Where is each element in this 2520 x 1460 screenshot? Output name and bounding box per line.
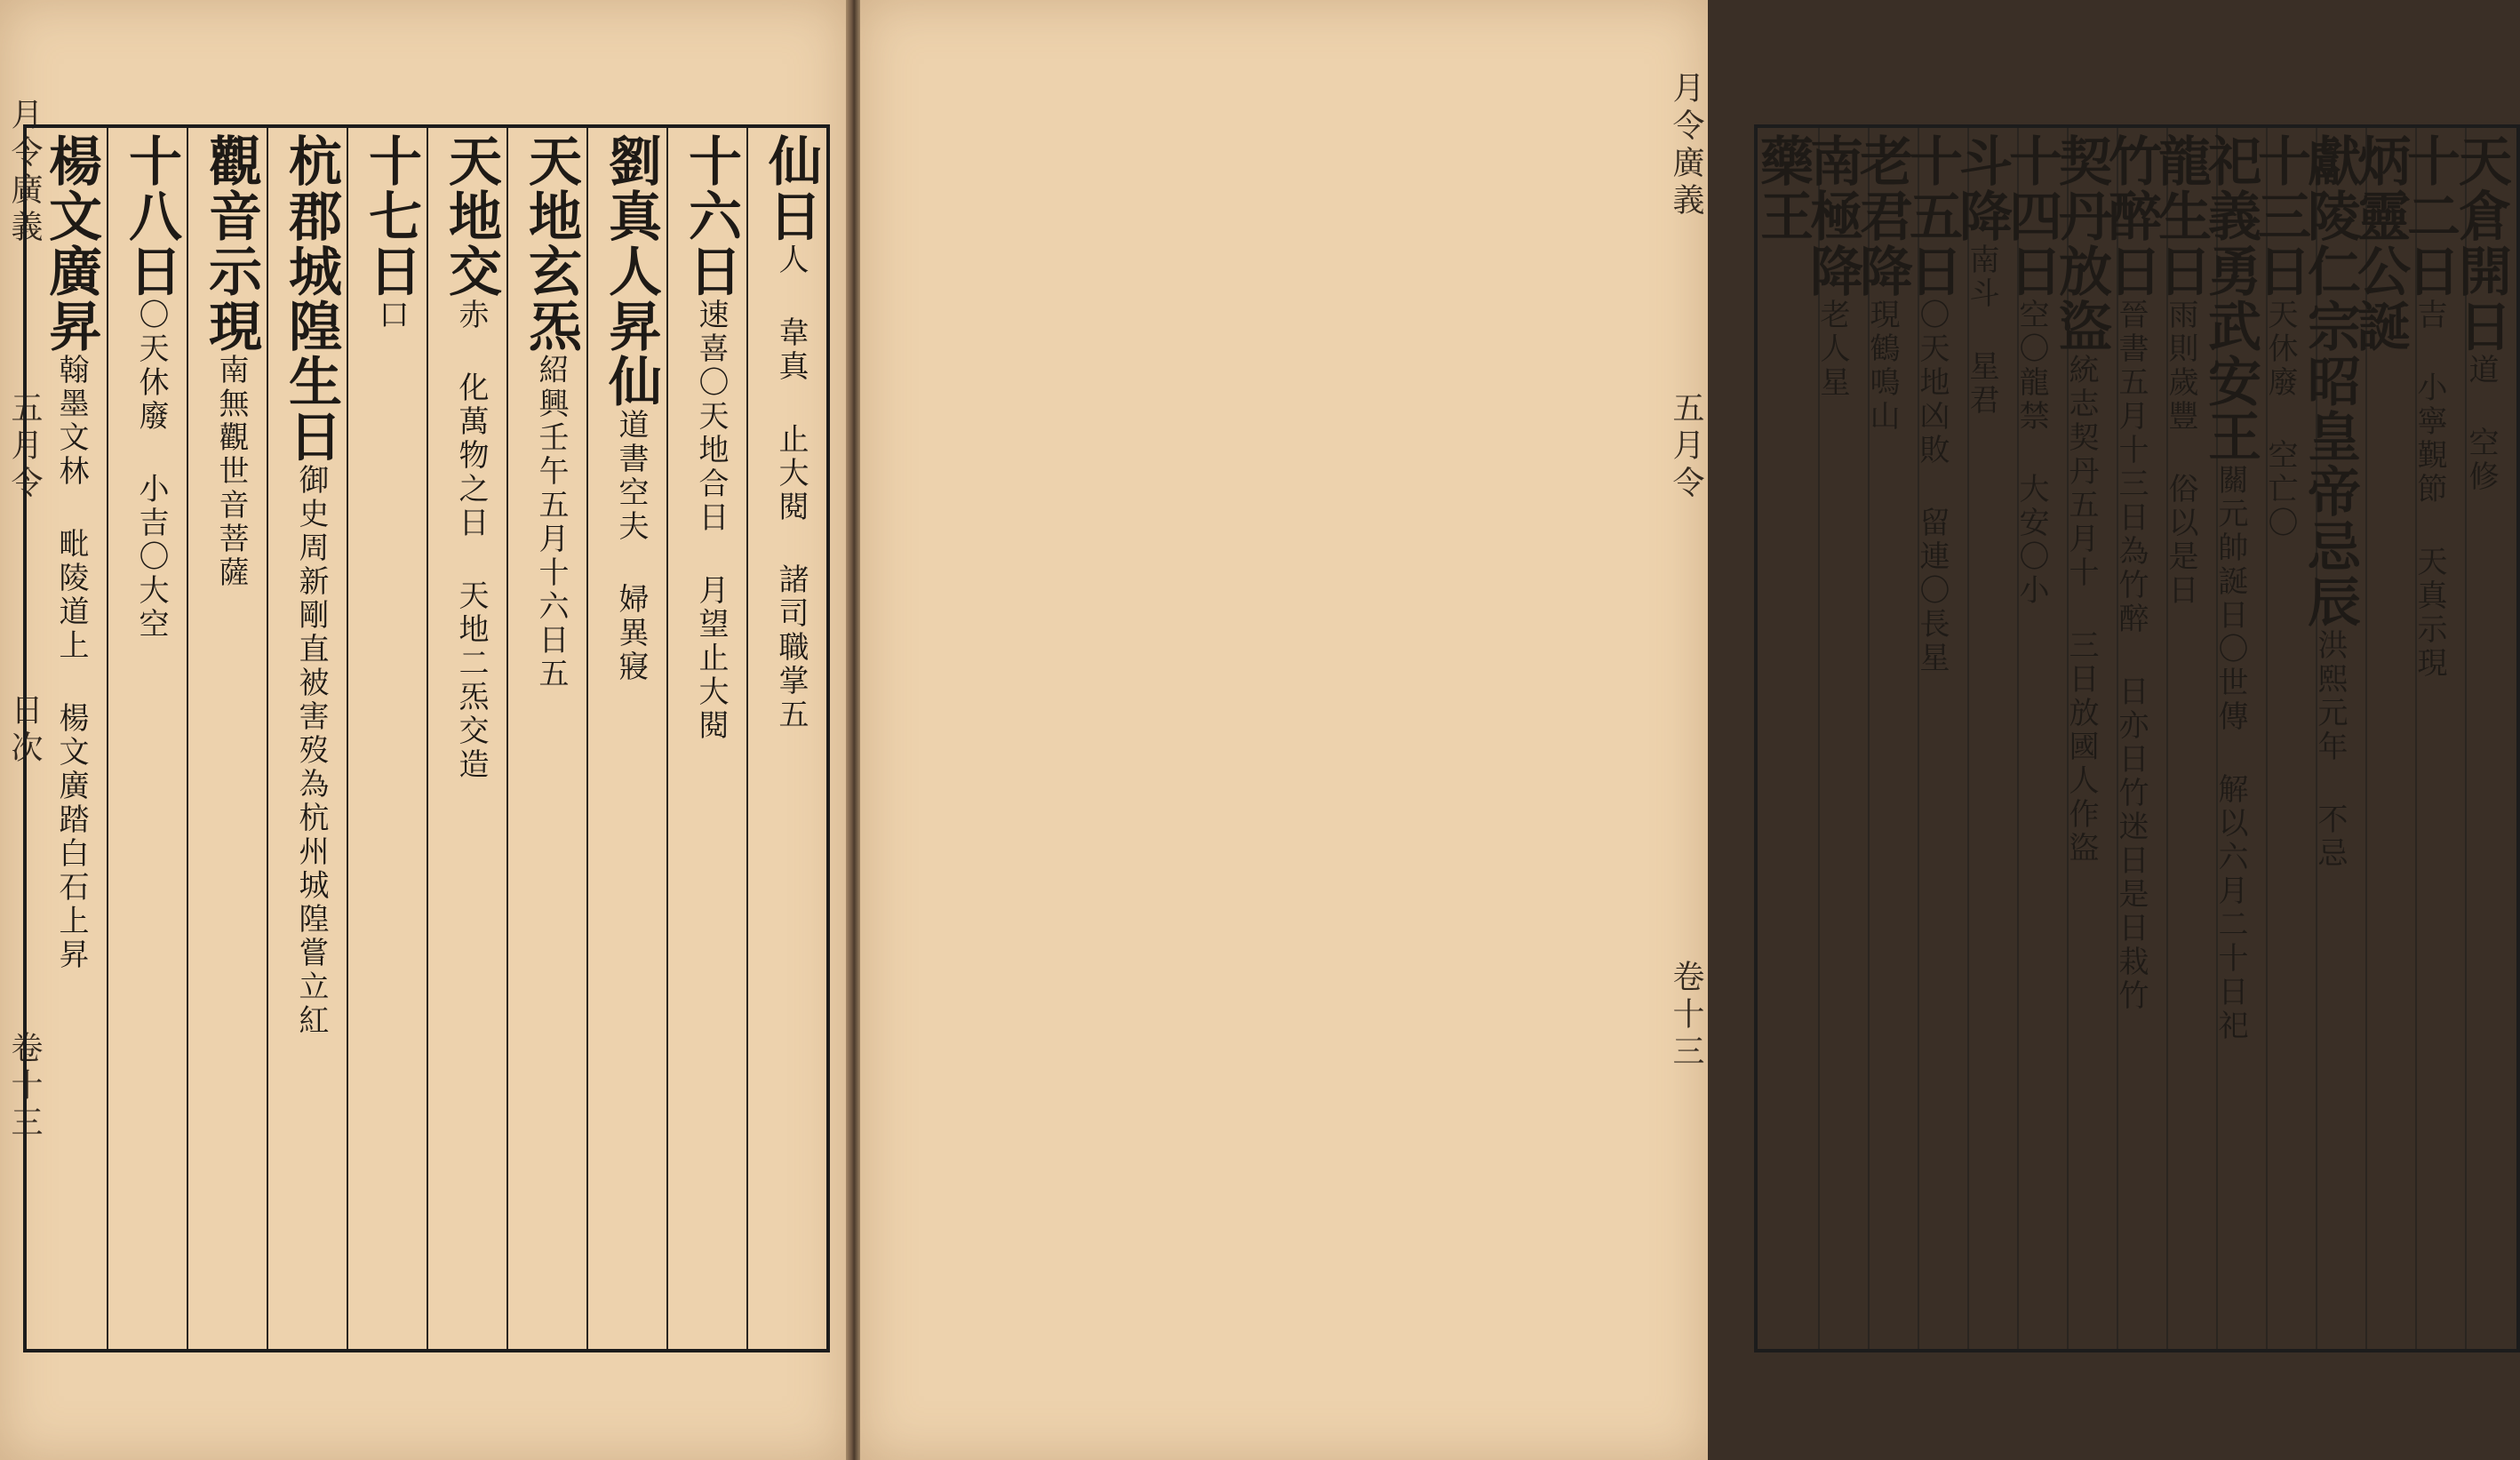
margin-folio: 卷十三	[1668, 960, 1704, 1072]
column-note-text: 洪熙元年 不忌	[2312, 629, 2348, 871]
text-column	[27, 128, 107, 1349]
right-page	[860, 0, 2512, 1460]
text-column	[506, 128, 586, 1349]
column-main-text: 契丹放盜	[2050, 133, 2112, 354]
column-note-text: 南無觀世音菩薩	[213, 354, 249, 590]
margin-subtitle: 五月令	[1668, 391, 1704, 503]
column-main-text: 劉真人昇仙	[600, 133, 662, 409]
column-main-text: 竹醉日	[2100, 133, 2162, 299]
column-note-text: 現鶴鳴山	[1864, 299, 1900, 434]
column-note-text: 道書空夫 婦異寢	[613, 409, 649, 684]
column-note-text: 赤 化萬物之日 天地二炁交造	[453, 299, 489, 782]
column-main-text: 祀義勇武安王	[2199, 133, 2261, 464]
text-column	[2249, 128, 2316, 1349]
left-page	[0, 0, 846, 1460]
column-note-text: 〇天休廢 小吉〇大空	[133, 299, 169, 642]
column-note-text: 空〇龍禁 大安〇小	[2014, 299, 2049, 608]
column-main-text: 十四日	[2000, 133, 2062, 299]
text-column	[1851, 128, 1918, 1349]
text-column	[107, 128, 187, 1349]
text-column	[1751, 128, 1818, 1349]
left-text-frame	[23, 124, 830, 1352]
text-column	[2000, 128, 2067, 1349]
text-column	[2450, 128, 2516, 1349]
right-text-frame	[1751, 124, 2520, 1352]
column-note-text: 翰墨文林 毗陵道上 楊文廣踏白石上昇	[53, 354, 89, 972]
text-column	[2199, 128, 2266, 1349]
text-column	[666, 128, 746, 1349]
column-note-text: 口	[373, 299, 409, 332]
column-main-text: 藥王	[1751, 133, 1814, 243]
text-column	[2050, 128, 2117, 1349]
text-column	[1950, 128, 2017, 1349]
column-note-text: 速喜〇天地合日 月望止大閱	[693, 299, 729, 743]
column-main-text: 仙日	[760, 133, 822, 243]
column-note-text: 統志契丹五月十 三日放國人作盜	[2063, 354, 2099, 866]
text-column	[427, 128, 506, 1349]
column-note-text: 老人星	[1814, 299, 1850, 400]
column-main-text: 南極降	[1801, 133, 1863, 299]
column-note-text: 〇天地凶敗 留連〇長星	[1914, 299, 1950, 675]
column-main-text: 十三日	[2249, 133, 2311, 299]
column-main-text: 天倉開日	[2450, 133, 2512, 354]
margin-title: 月令廣義	[1668, 71, 1704, 220]
column-note-text: 關元帥誕日〇世傳 解以六月二十日祀	[2213, 464, 2248, 1043]
margin-title: 月令廣義	[6, 98, 43, 247]
margin-folio: 卷十三	[6, 1031, 43, 1143]
text-column	[586, 128, 666, 1349]
column-note-text: 雨則歲豐 俗以是日	[2163, 299, 2198, 608]
column-main-text: 杭郡城隍生日	[280, 133, 342, 464]
column-note-text: 人 韋真 止大閱 諸司職掌五	[773, 243, 809, 732]
column-main-text: 十六日	[680, 133, 742, 299]
text-column	[2299, 128, 2365, 1349]
text-column	[267, 128, 347, 1349]
column-main-text: 十五日	[1901, 133, 1963, 299]
column-note-text: 天休廢 空亡〇	[2262, 299, 2298, 540]
column-main-text: 十八日	[120, 133, 182, 299]
column-note-text: 南斗 星君	[1964, 243, 1999, 418]
text-column	[1801, 128, 1868, 1349]
right-margin-folio	[1663, 960, 1709, 1072]
text-column	[2100, 128, 2166, 1349]
column-note-text: 道 空修	[2463, 354, 2499, 494]
column-note-text: 御史周新剛直被害歿為杭州城隍嘗立紅	[293, 464, 329, 1038]
column-main-text: 獻陵仁宗昭皇帝忌辰	[2299, 133, 2361, 629]
margin-section: 日次	[6, 693, 43, 768]
column-main-text: 楊文廣昇	[40, 133, 102, 354]
text-column	[2149, 128, 2216, 1349]
column-main-text: 十七日	[360, 133, 422, 299]
column-main-text: 老君降	[1851, 133, 1913, 299]
column-main-text: 炳靈公誕	[2349, 133, 2411, 354]
text-column	[746, 128, 826, 1349]
column-note-text: 紹興壬午五月十六日五	[533, 354, 569, 691]
column-note-text: 吉 小寧覲節 天真示現	[2412, 299, 2447, 681]
right-margin-subtitle	[1663, 391, 1709, 503]
column-main-text: 十二日	[2398, 133, 2460, 299]
right-margin-title	[1663, 71, 1709, 220]
column-main-text: 觀音示現	[200, 133, 262, 354]
text-column	[1901, 128, 1967, 1349]
text-column	[347, 128, 427, 1349]
margin-subtitle: 五月令	[6, 391, 43, 503]
text-column	[187, 128, 267, 1349]
column-main-text: 斗降	[1950, 133, 2013, 243]
column-main-text: 天地玄炁	[520, 133, 582, 354]
text-column	[2398, 128, 2465, 1349]
text-column	[2349, 128, 2415, 1349]
column-main-text: 天地交	[440, 133, 502, 299]
column-note-text: 晉書五月十三日為竹醉 日亦日竹迷日是日栽竹	[2113, 299, 2149, 1013]
column-main-text: 龍生日	[2149, 133, 2212, 299]
